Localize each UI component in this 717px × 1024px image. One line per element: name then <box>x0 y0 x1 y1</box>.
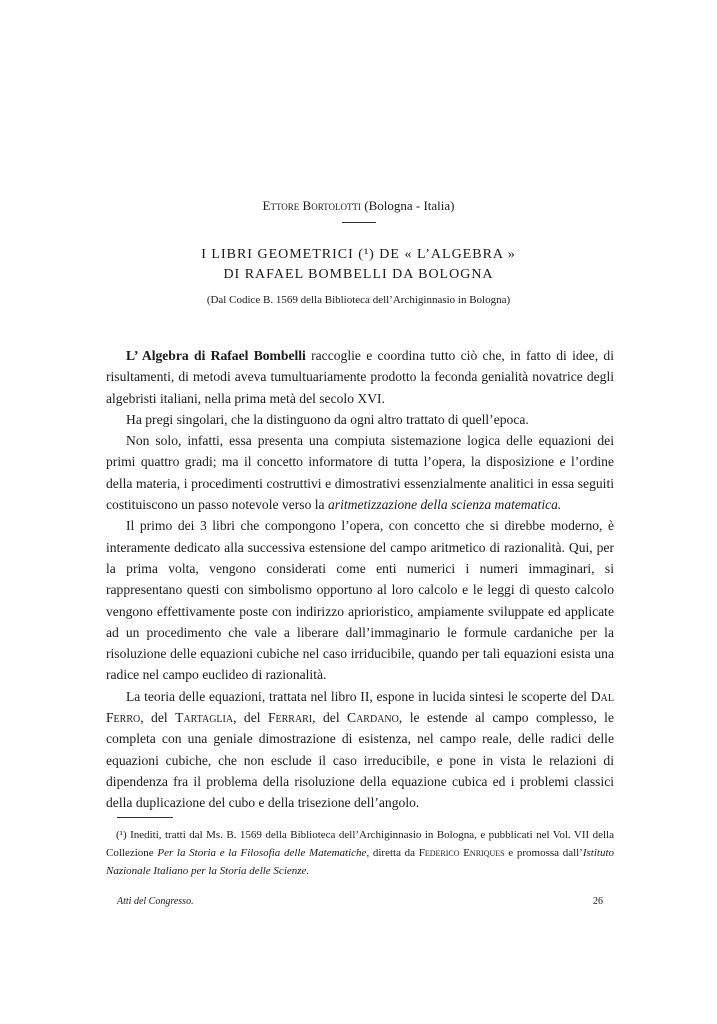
footer-source: Atti del Congresso. <box>117 896 194 907</box>
paragraph-4: Il primo dei 3 libri che compongono l’opera, con concetto che si direbbe moderno, è interamente dedicato alla successiva estensione del campo aritmetico di razionalità. Qui, per la prima volta, vengono considerati come enti numerici i numeri immaginari, si rappresentano questi con simbolismo opportuno al loro calcolo e le leggi di questo calcolo vengono effettivamente poste con indirizzo aprioristico, ampiamente sviluppate ed applicate ad un procedimento che vale a liberare dall’immaginario le formule cardaniche per la risoluzione delle equazioni cubiche nel caso irriducibile, quando per tali equazioni esista una radice nel campo euclideo di razionalità. <box>106 518 614 683</box>
footnote-collection-title: Per la Storia e la Filosofia delle Matematiche <box>157 847 367 859</box>
paper-subtitle: (Dal Codice B. 1569 della Biblioteca dell’Archiginnasio in Bologna) <box>206 294 511 306</box>
footnote-editor-name: Federico Enriques <box>418 847 505 859</box>
footnote-text-b: , diretta da <box>366 847 419 859</box>
p5-text-c: , del <box>233 710 268 726</box>
body-text <box>106 345 614 814</box>
p5-text-a: La teoria delle equazioni, trattata nel libro II, espone in lucida sintesi le scoperte del <box>126 688 591 704</box>
page-footer <box>117 896 603 907</box>
paragraph-3-italic: aritmetizzazione della scienza matematica. <box>328 497 562 513</box>
name-cardano: Cardano <box>347 710 399 726</box>
paragraph-5 <box>106 686 614 814</box>
paragraph-1-text: raccoglie e coordina tutto ciò che, in fatto di idee, di risultamenti, di metodi aveva tumultuariamente prodotto la feconda genialità novatrice degli algebristi italiani, nella prima metà del secolo XVI. <box>106 348 614 406</box>
title-separator <box>342 222 376 223</box>
paragraph-2: Ha pregi singolari, che la distinguono da ogni altro trattato di quell’epoca. <box>126 411 529 427</box>
name-ferrari: Ferrari <box>267 710 313 726</box>
footnote-marker: (¹) <box>116 829 127 841</box>
p5-text-d: , del <box>312 710 348 726</box>
footnote <box>106 826 614 880</box>
p5-text-b: , del <box>140 710 176 726</box>
title-line-1: I LIBRI GEOMETRICI (¹) DE « L’ALGEBRA » <box>201 247 516 262</box>
page-number: 26 <box>593 896 603 907</box>
title-line-2: DI RAFAEL BOMBELLI DA BOLOGNA <box>223 267 494 282</box>
p5-text-e: , le estende al campo complesso, le completa con una geniale dimostrazione di esistenza, nel campo reale, delle radici delle equazioni cubiche, che non esclude il caso irreducibile, e pone in vista le relazioni di dipendenza fra il problema della risoluzione della equazione cubica ed i problemi classici della duplicazione del cubo e della trisezione dell’angolo. <box>106 710 614 811</box>
name-dal-ferro: Dal Ferro <box>106 688 614 726</box>
paragraph-1 <box>106 345 614 409</box>
footnote-text-a: Inediti, tratti dal Ms. B. 1569 della Biblioteca dell’Archiginnasio in Bologna, e pubblicati nel Vol. VII della Collezione <box>106 829 614 859</box>
paragraph-3-text: Non solo, infatti, essa presenta una compiuta sistemazione logica delle equazioni dei primi quattro gradi; ma il concetto informatore di tutta l’opera, la disposizione e l’ordine della materia, i procedimenti costruttivi e dimostrativi essenzialmente analitici in essa seguiti costituiscono un passo notevole verso la <box>106 433 614 513</box>
name-tartaglia: Tartaglia <box>175 710 234 726</box>
footnote-institute: Istituto Nazionale Italiano per la Storia delle Scienze. <box>106 847 615 877</box>
paragraph-3 <box>106 430 614 515</box>
footnote-separator <box>117 817 173 818</box>
author-name: Ettore Bortolotti <box>262 198 361 213</box>
footnote-1 <box>106 826 614 880</box>
paragraph-1-bold: L’ Algebra di Rafael Bombelli <box>126 348 306 363</box>
author-line <box>0 198 717 214</box>
author-affiliation: (Bologna - Italia) <box>364 198 455 213</box>
paper-title <box>0 245 717 285</box>
footnote-text-c: e promossa dall’ <box>504 847 583 859</box>
